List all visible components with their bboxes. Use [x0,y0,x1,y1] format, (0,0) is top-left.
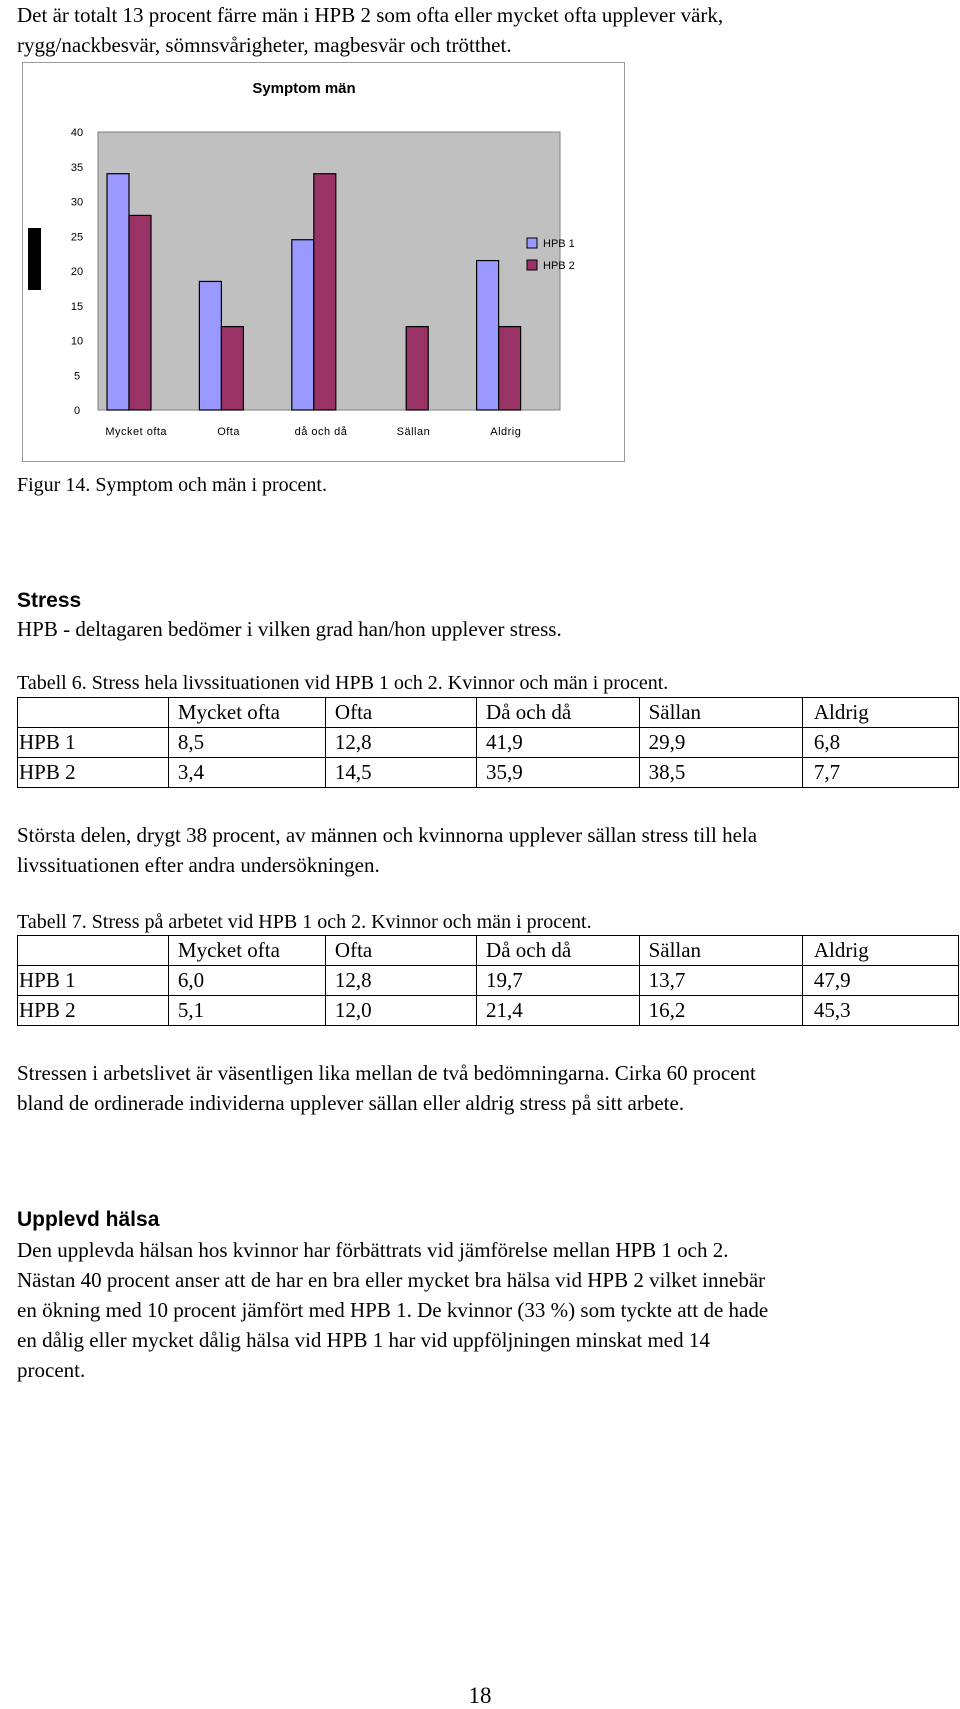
table-row [18,758,959,788]
y-tick-label: 20 [70,266,84,278]
table-cell: 8,5 [168,728,325,758]
table-cell: 47,9 [802,966,958,996]
table6-header-row [18,698,959,728]
table-header-cell: Mycket ofta [168,698,325,728]
x-tick-label: Ofta [217,426,240,438]
bar-hpb1-då-och-då [292,240,314,410]
y-tick-label: 40 [70,127,84,139]
table-cell: 6,8 [802,728,958,758]
table-header-cell: Aldrig [802,698,958,728]
table-cell: 7,7 [802,758,958,788]
table7-header-row [18,936,959,966]
table-header-cell: Mycket ofta [168,936,325,966]
table-cell: 12,0 [325,996,476,1026]
bar-hpb2-mycket-ofta [129,215,151,410]
table-row [18,996,959,1026]
health-line-5: procent. [17,1358,86,1382]
table-cell: 12,8 [325,966,476,996]
health-line-3: en ökning med 10 procent jämfört med HPB 1. De kvinnor (33 %) som tyckte att de hade [17,1298,769,1322]
table-cell: 16,2 [639,996,802,1026]
table-header-cell: Aldrig [802,936,958,966]
table-cell: 12,8 [325,728,476,758]
x-tick-label: då och då [294,426,348,438]
table-header-cell [18,698,169,728]
health-line-1: Den upplevda hälsan hos kvinnor har förbättrats vid jämförelse mellan HPB 1 och 2. [17,1238,729,1262]
table-header-cell: Då och då [477,936,640,966]
table-header-cell: Sällan [639,698,802,728]
legend-swatch [527,260,537,270]
table-cell: 14,5 [325,758,476,788]
table-cell: 13,7 [639,966,802,996]
paragraph-table7-line-2: bland de ordinerade individerna upplever sällan eller aldrig stress på sitt arbete. [17,1091,685,1115]
intro-line-1: Det är totalt 13 procent färre män i HPB 2 som ofta eller mycket ofta upplever värk, [17,3,724,27]
chart-title: Symptom män [252,80,356,97]
table-cell: HPB 1 [18,728,169,758]
table-cell: 3,4 [168,758,325,788]
symptom-chart [23,63,624,461]
figure-caption: Figur 14. Symptom och män i procent. [17,474,327,496]
table-cell: 41,9 [477,728,640,758]
table-header-cell [18,936,169,966]
bar-hpb2-aldrig [499,327,521,410]
table-cell: 35,9 [477,758,640,788]
page-number: 18 [468,1683,492,1708]
y-tick-label: 25 [70,231,84,244]
y-tick-label: 35 [70,161,84,174]
table-cell: HPB 2 [18,758,169,788]
bar-hpb1-mycket-ofta [107,174,129,410]
y-tick-label: 0 [73,405,81,417]
table-row [18,728,959,758]
table-cell: HPB 1 [18,966,169,996]
stress-heading: Stress [17,589,82,612]
legend-label: HPB 2 [543,260,575,272]
y-tick-label: 10 [70,335,84,348]
table-cell: 29,9 [639,728,802,758]
health-heading: Upplevd hälsa [17,1208,160,1231]
legend-swatch [527,238,537,248]
table-cell: HPB 2 [18,996,169,1026]
legend-label: HPB 1 [543,238,575,250]
bar-hpb2-då-och-då [314,174,336,410]
table-cell: 38,5 [639,758,802,788]
y-tick-label: 5 [73,370,81,383]
x-tick-label: Sällan [396,426,431,438]
intro-line-2: rygg/nackbesvär, sömnsvårigheter, magbesvär och trötthet. [17,33,512,57]
table-cell: 21,4 [477,996,640,1026]
table6 [17,697,959,788]
bar-hpb1-aldrig [477,261,499,410]
y-tick-label: 15 [70,300,84,313]
table-header-cell: Ofta [325,936,476,966]
table-cell: 6,0 [168,966,325,996]
bar-hpb2-sällan [406,327,428,410]
table-cell: 5,1 [168,996,325,1026]
x-tick-label: Aldrig [490,426,522,438]
bar-hpb1-ofta [199,281,221,410]
table-row [18,966,959,996]
paragraph-table7-line-1: Stressen i arbetslivet är väsentligen lika mellan de två bedömningarna. Cirka 60 procent [17,1061,756,1085]
y-tick-label: 30 [70,196,84,209]
paragraph-table6-line-2: livssituationen efter andra undersökningen. [17,853,380,877]
stress-subtitle: HPB - deltagaren bedömer i vilken grad han/hon upplever stress. [17,617,562,641]
table-cell: 19,7 [477,966,640,996]
health-line-4: en dålig eller mycket dålig hälsa vid HPB 1 har vid uppföljningen minskat med 14 [17,1328,710,1352]
health-line-2: Nästan 40 procent anser att de har en bra eller mycket bra hälsa vid HPB 2 vilket innebär [17,1268,766,1292]
table7 [17,935,959,1026]
table-header-cell: Ofta [325,698,476,728]
table6-caption: Tabell 6. Stress hela livssituationen vid HPB 1 och 2. Kvinnor och män i procent. [17,672,669,694]
table-header-cell: Då och då [477,698,640,728]
table-header-cell: Sällan [639,936,802,966]
x-tick-label: Mycket ofta [105,426,168,438]
paragraph-table6-line-1: Största delen, drygt 38 procent, av männen och kvinnorna upplever sällan stress till hela [17,823,758,847]
table7-caption: Tabell 7. Stress på arbetet vid HPB 1 och 2. Kvinnor och män i procent. [17,911,592,933]
table-cell: 45,3 [802,996,958,1026]
chart-frame [22,62,625,462]
axis-marker [28,228,41,290]
bar-hpb2-ofta [221,327,243,410]
